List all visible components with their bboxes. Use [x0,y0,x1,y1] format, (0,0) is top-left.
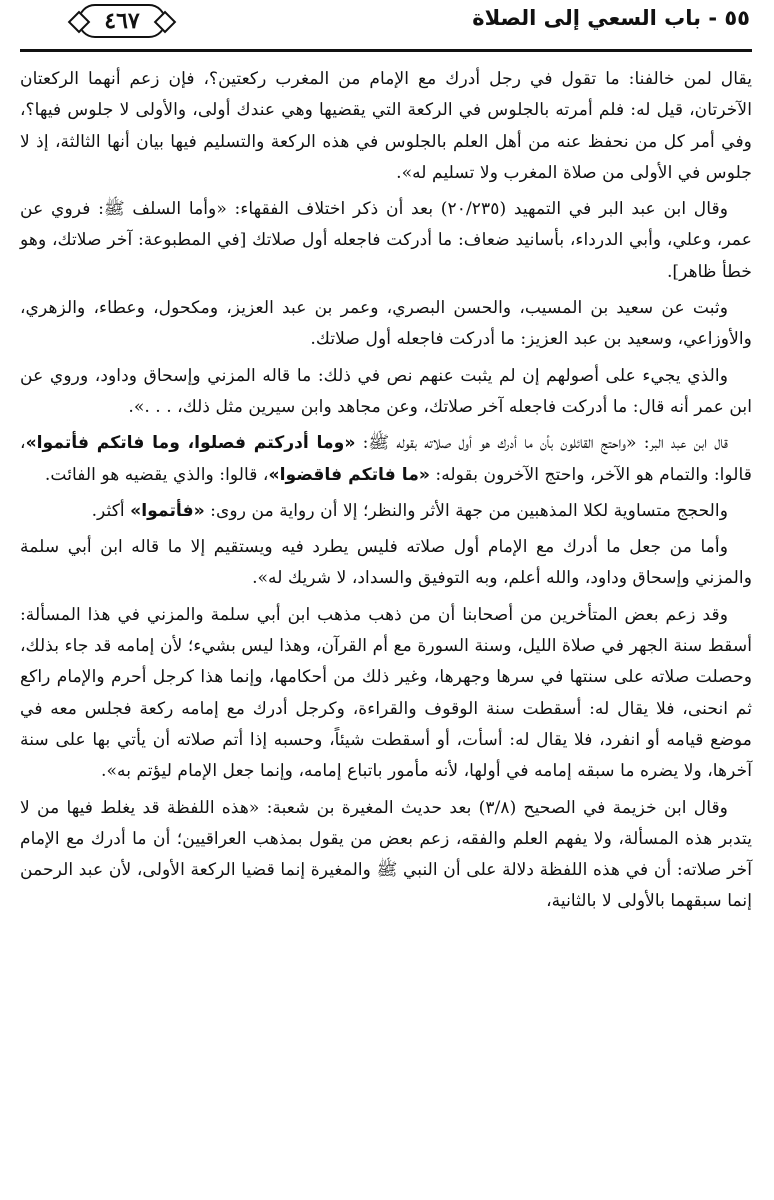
page-number: ٤٦٧ [78,4,166,38]
paragraph [20,361,752,424]
paragraph-text: يقال لمن خالفنا: ما تقول في رجل أدرك مع الإمام من المغرب ركعتين؟، فإن زعم أنهما الركعتان الآخرتان، قيل له: فلم أمرته بالجلوس في الركعة التي يقضيها وهي عندك أولى، والأولى لا جلوس فيها؟، وفي أمر كل من نحفظ عنه من أهل العلم بالجلوس في هذه الركعة والتسليم فيها بيان أنها الثالثة، إذ لا جلوس في الأولى من صلاة المغرب ولا تسليم له». [20,69,752,183]
paragraph-text: أكثر. [91,500,131,521]
paragraph [20,532,752,595]
paragraph-text: قال ابن عبد البر: «واحتج القائلون بأن ما أدرك هو أول صلاته بقوله ﷺ: [355,433,728,454]
paragraph-text: وثبت عن سعيد بن المسيب، والحسن البصري، وعمر بن عبد العزيز، ومكحول، وعطاء، والزهري، والأوزاعي، وسعيد بن عبد العزيز: ما أدركت فاجعله أول صلاتك. [20,298,752,350]
paragraph-text: وقال ابن خزيمة في الصحيح (٣/٨) بعد حديث المغيرة بن شعبة: «هذه اللفظة قد يغلط فيها من لا يتدبر هذه المسألة، ولا يفهم العلم والفقه، زعم بعض من يقول بمذهب العراقيين؛ أن ما أدرك مع الإمام آخر صلاته: أن في هذه اللفظة دلالة على أن النبي ﷺ والمغيرة إنما قضيا الركعة الأولى، لأن عبد الرحمن إنما سبقهما بالأولى لا بالثانية، [20,797,752,912]
paragraph-text: وقد زعم بعض المتأخرين من أصحابنا أن من ذهب مذهب ابن أبي سلمة والمزني في هذا المسألة: أسقط سنة الجهر في صلاة الليل، وسنة السورة مع أم القرآن، وهذا ليس بشيء؛ لأن إمامه قد جاء بذلك، وحصلت صلاته على سنتها في سرها وجهرها، وغير ذلك من أحكامها، وإنما هذا كرجل أحرم والإمام راكع ثم انحنى، فلا يقال له: أسقطت سنة الوقوف والقراءة، وكرجل أدرك مع إمامه ركعة فجلس معه في موضع قيامه أو انفرد، فلا يقال له: أسأت، أو أسقطت شيئاً، وحسبه إذا أتم صلاته أن يأتي بها على سنة آخرها، ولا يضره ما سبقه إمامه في أولها، لأنه مأمور باتباع إمامه، وإنما جعل الإمام ليؤتم به». [20,604,752,782]
paragraph-text: ، قالوا: والتمام هو الآخر، واحتج الآخرون بقوله: [20,433,752,485]
paragraph [20,793,752,918]
paragraph [20,293,752,356]
paragraph [20,496,752,527]
quoted-hadith-text: «فأتموا» [130,500,205,521]
paragraph [20,194,752,288]
paragraph [20,600,752,788]
paragraph-text: والحجج متساوية لكلا المذهبين من جهة الأثر والنظر؛ إلا أن رواية من روى: [204,500,728,521]
paragraph-text: وأما من جعل ما أدرك مع الإمام أول صلاته فليس يطرد فيه ويستقيم إلا ما قاله ابن أبي سلمة والمزني وإسحاق وداود، والله أعلم، وبه التوفيق والسداد، لا شريك له». [20,537,752,589]
paragraph-text: ، قالوا: والذي يقضيه هو الفائت. [44,464,269,485]
paragraph-text: والذي يجيء على أصولهم إن لم يثبت عنهم نص في ذلك: ما قاله المزني وإسحاق وداود، وروي عن ابن عمر أنه قال: ما أدركت فاجعله آخر صلاتك، وعن مجاهد وابن سيرين مثل ذلك، . . .». [20,365,752,417]
quoted-hadith-text: «وما أدركتم فصلوا، وما فاتكم فأتموا» [25,433,356,454]
page-header [20,0,752,52]
running-title: ٥٥ - باب السعي إلى الصلاة [472,6,750,30]
paragraph [20,64,752,189]
paragraph [20,428,752,491]
paragraph-text: وقال ابن عبد البر في التمهيد (٢٠/٢٣٥) بعد أن ذكر اختلاف الفقهاء: «وأما السلف ﷺ: فروي عن عمر، وعلي، وأبي الدرداء، بأسانيد ضعاف: ما أدركت فاجعله أول صلاتك [في المطبوعة: آخر صلاتك، وهو خطأ ظاهر]. [20,199,752,282]
quoted-hadith-text: «ما فاتكم فاقضوا» [268,464,430,485]
page-body [20,52,752,918]
